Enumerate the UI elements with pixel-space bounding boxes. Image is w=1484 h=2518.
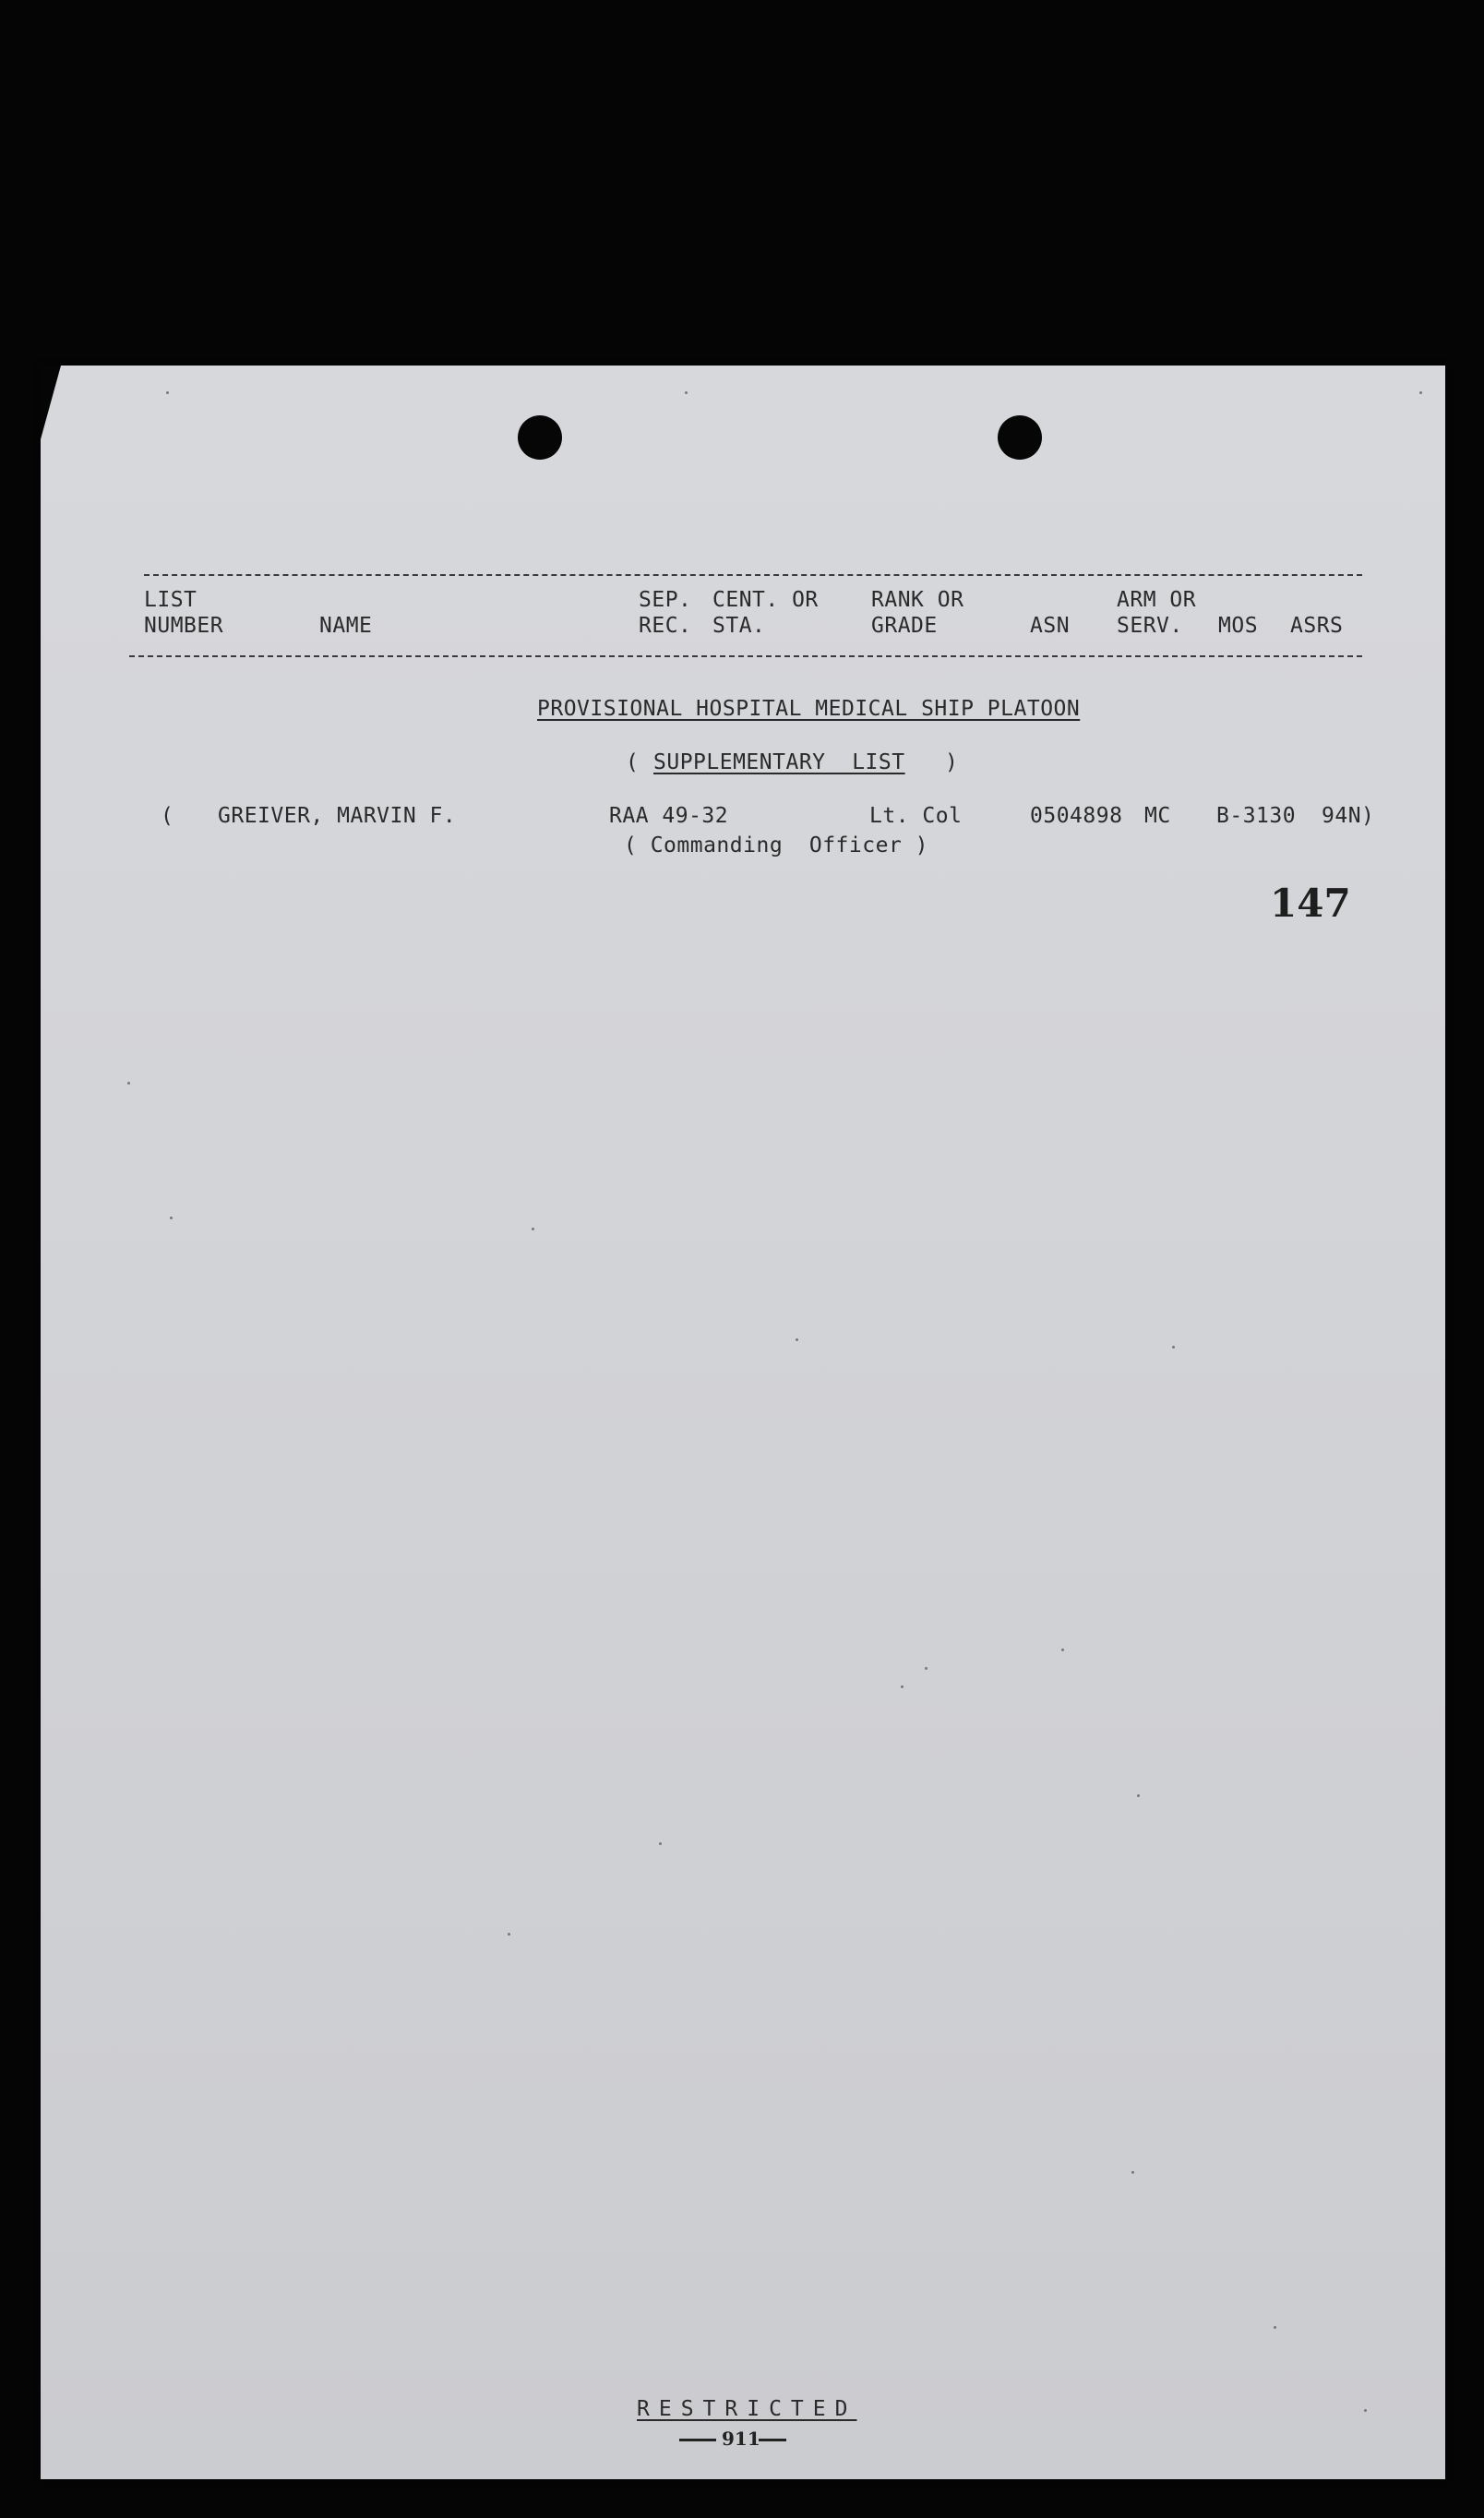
speck (1137, 1794, 1140, 1797)
header-asn: ASN (1030, 614, 1071, 638)
stamp-dash-right (759, 2439, 786, 2441)
header-list-number: LIST NUMBER (144, 588, 224, 638)
stamp-dash-left (679, 2439, 716, 2441)
section-subtitle: SUPPLEMENTARY LIST (653, 750, 905, 774)
entry-rank: Lt. Col (869, 804, 963, 828)
entry-asn: 0504898 (1030, 804, 1123, 828)
restricted-marking: RESTRICTED (637, 2397, 857, 2421)
speck (166, 391, 169, 394)
speck (659, 1842, 662, 1845)
speck (1419, 391, 1422, 394)
punch-hole-left (518, 415, 562, 460)
speck (685, 391, 688, 394)
speck (925, 1667, 928, 1670)
speck (127, 1082, 130, 1085)
page-number: 147 (1270, 881, 1351, 926)
header-asrs: ASRS (1290, 614, 1344, 638)
entry-note: ( Commanding Officer ) (624, 833, 928, 857)
subtitle-open-paren: ( (626, 750, 640, 774)
header-arm-serv: ARM OR SERV. (1117, 588, 1197, 638)
speck (1364, 2409, 1367, 2412)
header-rule-bottom (129, 655, 1362, 657)
entry-asrs: 94N) (1322, 804, 1375, 828)
entry-open-paren: ( (161, 804, 174, 828)
header-mos: MOS (1218, 614, 1259, 638)
header-name: NAME (319, 614, 373, 638)
speck (901, 1685, 904, 1688)
document-page (41, 366, 1445, 2479)
header-sep-rec: SEP. REC. (639, 588, 692, 638)
footer-stamp: 911 (722, 2428, 760, 2450)
entry-name: GREIVER, MARVIN F. (218, 804, 457, 828)
entry-mos: B-3130 (1216, 804, 1297, 828)
section-title: PROVISIONAL HOSPITAL MEDICAL SHIP PLATOON (537, 697, 1081, 721)
speck (1172, 1346, 1175, 1349)
speck (170, 1217, 173, 1219)
punch-hole-right (998, 415, 1042, 460)
speck (1274, 2326, 1276, 2329)
header-rank-grade: RANK OR GRADE (871, 588, 964, 638)
speck (1061, 1649, 1064, 1651)
entry-arm-serv: MC (1144, 804, 1171, 828)
speck (1131, 2171, 1134, 2174)
header-rule-top (144, 574, 1362, 576)
entry-sep-rec: RAA 49-32 (609, 804, 729, 828)
subtitle-close-paren: ) (945, 750, 959, 774)
folded-corner (41, 366, 61, 439)
speck (532, 1228, 534, 1230)
speck (508, 1933, 510, 1936)
header-cent-sta: CENT. OR STA. (712, 588, 819, 638)
speck (796, 1338, 798, 1341)
